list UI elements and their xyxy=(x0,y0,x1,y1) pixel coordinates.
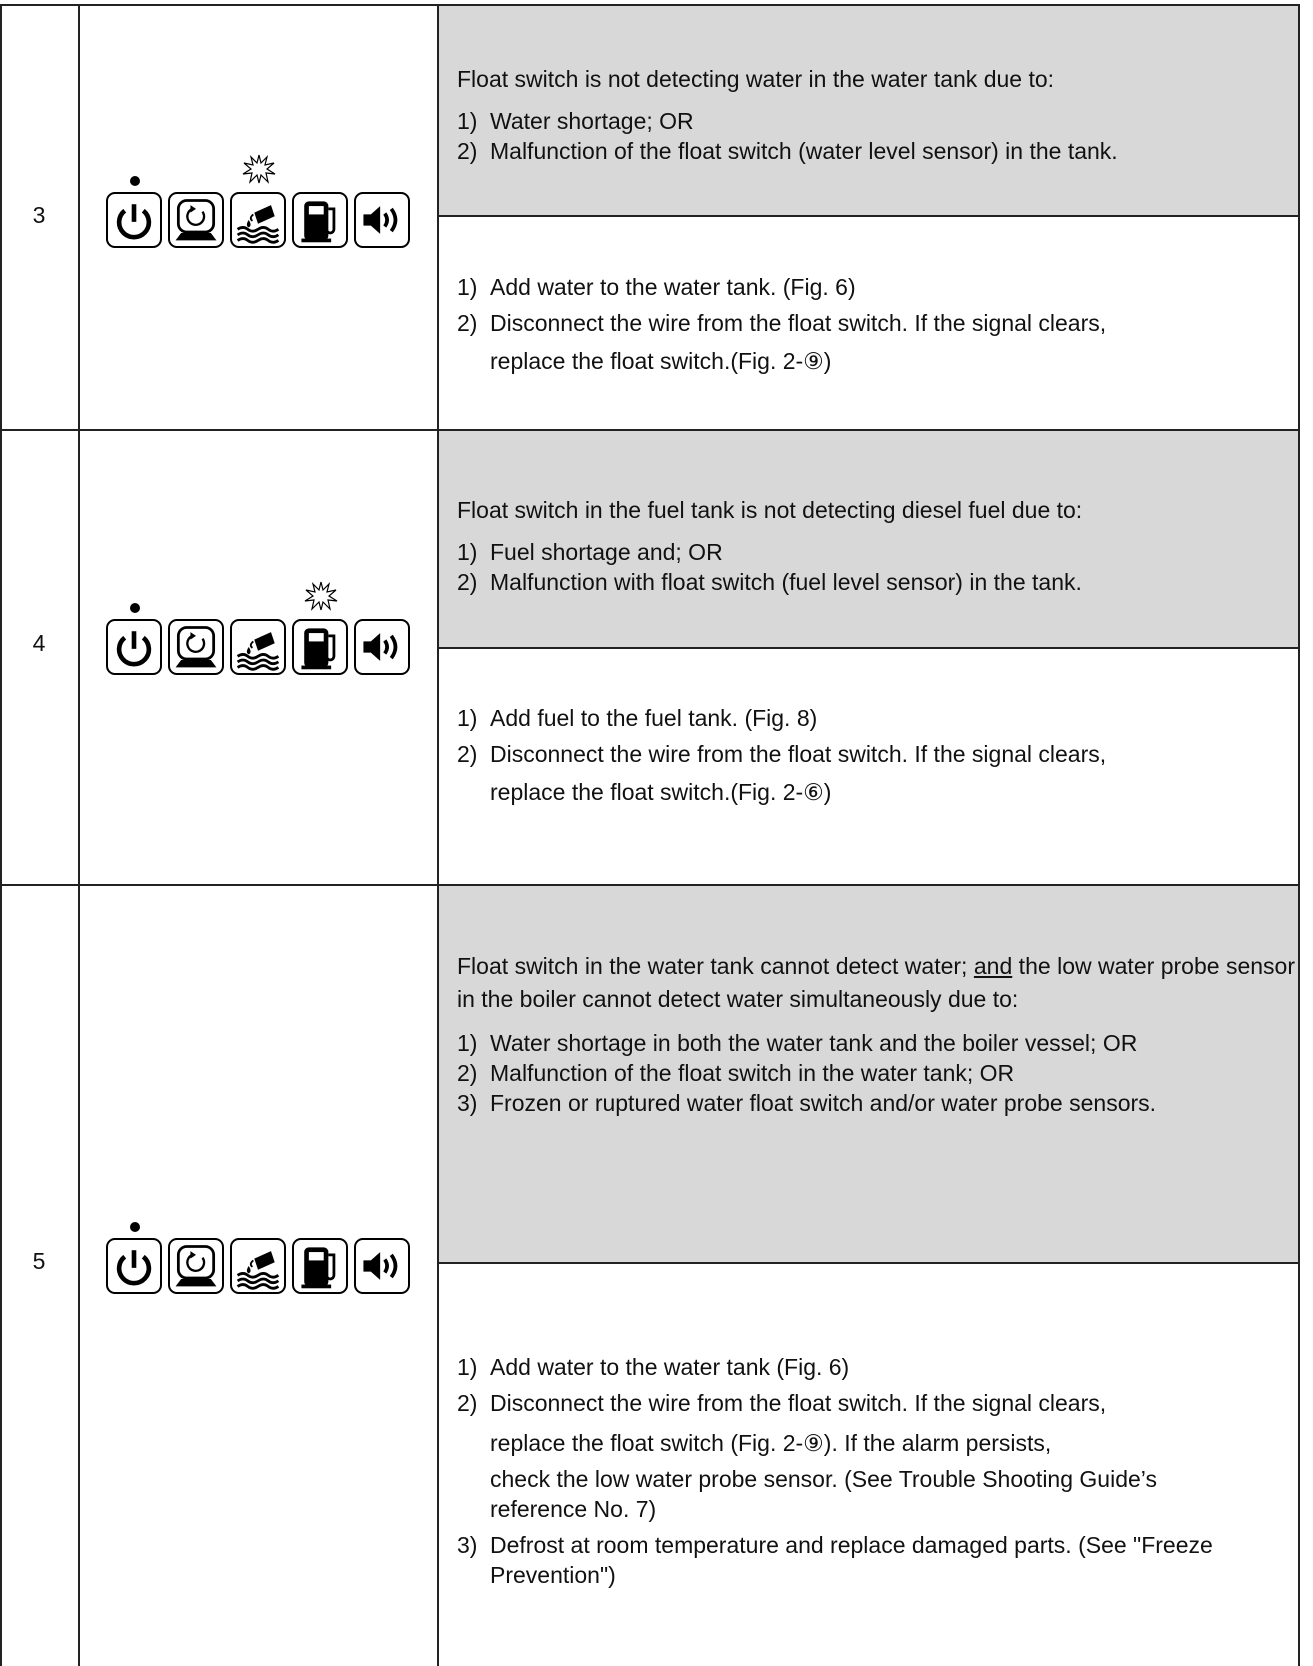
cell-divider xyxy=(439,215,1300,217)
list-item: 1) Add water to the water tank (Fig. 6) xyxy=(457,1354,850,1380)
indicator-panel xyxy=(106,1228,416,1298)
row-number: 4 xyxy=(32,630,46,656)
cycle-icon xyxy=(168,192,224,248)
cycle-icon xyxy=(168,1238,224,1294)
list-item: 3) Defrost at room temperature and replace damaged parts. (See "Freeze Prevention") xyxy=(457,1532,1213,1588)
list-item: 3) Frozen or ruptured water float switch and/or water probe sensors. xyxy=(457,1090,1157,1116)
cause-intro: Float switch in the water tank cannot detect water; and the low water probe sensor in the boiler cannot detect water simultaneously due to: xyxy=(457,953,1295,1012)
cell-divider xyxy=(439,1262,1300,1264)
list-item: 2) Malfunction of the float switch (water level sensor) in the tank. xyxy=(457,138,1118,164)
column-divider xyxy=(437,4,439,1666)
remedy-text xyxy=(457,1352,1295,1590)
list-item: 1) Water shortage; OR xyxy=(457,108,694,134)
speaker-icon xyxy=(354,192,410,248)
cell-divider xyxy=(439,647,1300,649)
cycle-icon xyxy=(168,619,224,675)
list-item: 1) Fuel shortage and; OR xyxy=(457,539,723,565)
row-number: 3 xyxy=(32,202,46,228)
indicator-dot-icon xyxy=(130,603,140,613)
row-divider xyxy=(0,429,1300,431)
power-icon xyxy=(106,1238,162,1294)
cause-intro: Float switch is not detecting water in the water tank due to: xyxy=(457,66,1055,92)
table-border-top xyxy=(0,4,1300,6)
speaker-icon xyxy=(354,1238,410,1294)
list-item: 1) Add fuel to the fuel tank. (Fig. 8) xyxy=(457,705,818,731)
indicator-panel xyxy=(106,609,416,679)
cause-text xyxy=(457,495,1295,597)
list-item: 2) Disconnect the wire from the float switch. If the signal clears, replace the float switch.(Fig. 2-⑨) xyxy=(457,310,1107,374)
emphasis-and: and xyxy=(973,953,1013,979)
row-divider xyxy=(0,884,1300,886)
fuel-pump-icon xyxy=(292,1238,348,1294)
remedy-text xyxy=(457,703,1295,807)
power-icon xyxy=(106,192,162,248)
indicator-dot-icon xyxy=(130,176,140,186)
indicator-dot-icon xyxy=(130,1222,140,1232)
list-item: 1) Water shortage in both the water tank and the boiler vessel; OR xyxy=(457,1030,1138,1056)
fuel-pump-icon xyxy=(292,619,348,675)
table-border-left xyxy=(0,4,2,1666)
power-icon xyxy=(106,619,162,675)
cause-text xyxy=(457,64,1295,166)
column-divider xyxy=(78,4,80,1666)
water-tank-icon xyxy=(230,192,286,248)
water-tank-icon xyxy=(230,619,286,675)
cause-text xyxy=(457,950,1295,1118)
list-item: 2) Disconnect the wire from the float switch. If the signal clears, replace the float switch.(Fig. 2-⑥) xyxy=(457,741,1107,805)
indicator-panel xyxy=(106,182,416,252)
list-item: 2) Disconnect the wire from the float switch. If the signal clears, replace the float switch (Fig. 2-⑨). If the alarm persists, check the low water probe sensor. (See Trouble Shooting Guide’s reference No. 7) xyxy=(457,1390,1157,1522)
fuel-pump-icon xyxy=(292,192,348,248)
row-number: 5 xyxy=(32,1248,46,1274)
alert-burst-icon xyxy=(242,154,276,184)
list-item: 2) Malfunction with float switch (fuel level sensor) in the tank. xyxy=(457,569,1082,595)
alert-burst-icon xyxy=(304,581,338,611)
list-item: 1) Add water to the water tank. (Fig. 6) xyxy=(457,274,856,300)
speaker-icon xyxy=(354,619,410,675)
list-item: 2) Malfunction of the float switch in the water tank; OR xyxy=(457,1060,1015,1086)
table-border-right xyxy=(1298,4,1300,1666)
cause-intro: Float switch in the fuel tank is not detecting diesel fuel due to: xyxy=(457,497,1083,523)
remedy-text xyxy=(457,272,1295,376)
water-tank-icon xyxy=(230,1238,286,1294)
